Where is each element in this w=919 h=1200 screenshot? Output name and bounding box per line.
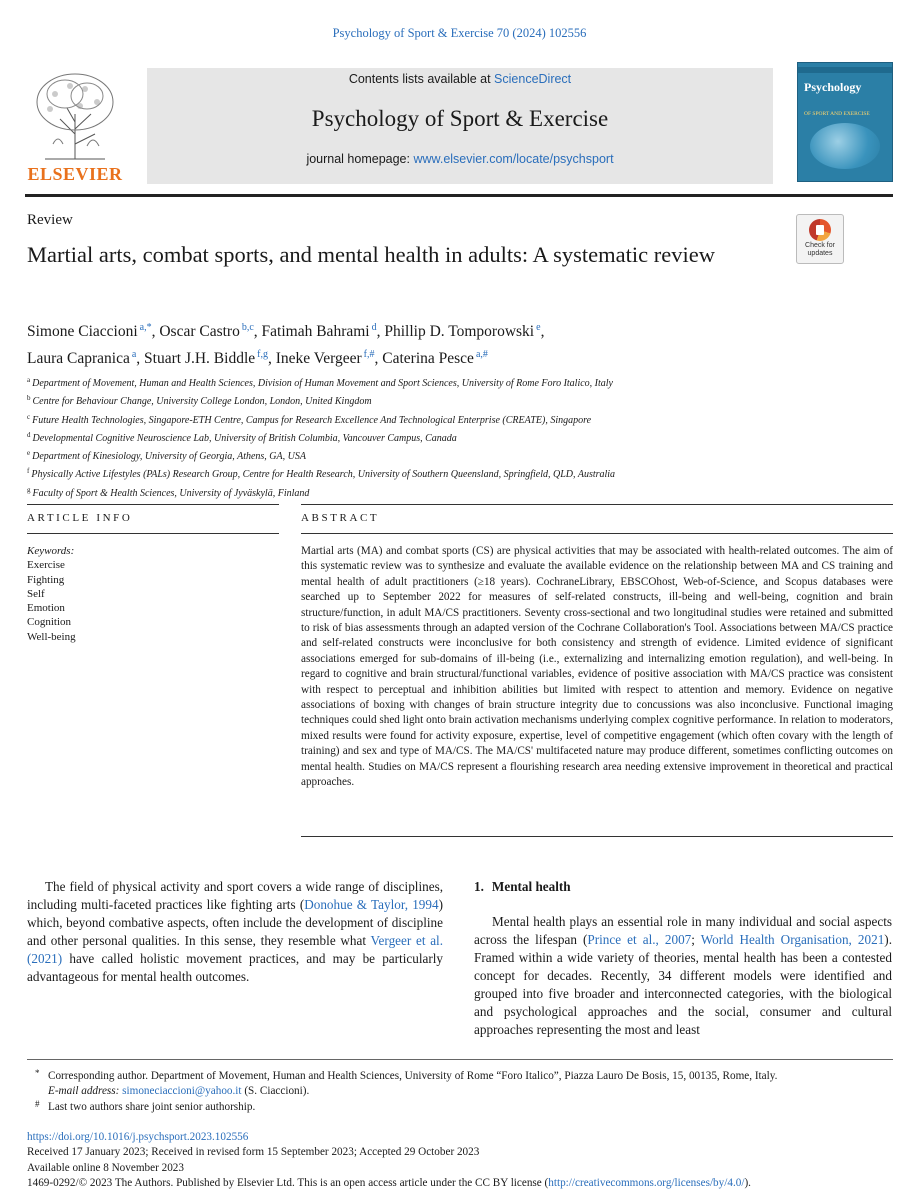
publisher-wordmark[interactable]: ELSEVIER: [27, 164, 123, 184]
author-name: Phillip D. Tomporowski: [384, 323, 535, 340]
intro-text: have called holistic movement practices, and may be particularly advantageous for mental health outcomes.: [27, 951, 443, 984]
keyword: Fighting: [27, 573, 65, 586]
check-updates-icon: [809, 219, 831, 241]
author-separator: ,: [136, 350, 145, 367]
keywords-block: [27, 544, 267, 644]
affiliation-mark: g: [27, 485, 31, 494]
article-title: Martial arts, combat sports, and mental health in adults: A systematic review: [27, 242, 715, 267]
cover-band: [798, 67, 892, 73]
received-dates: Received 17 January 2023; Received in revised form 15 September 2023; Accepted 29 October 2023: [27, 1146, 480, 1159]
article-info-rule: [27, 533, 279, 534]
citation-link[interactable]: Vergeer et al. (2021): [27, 933, 444, 966]
author-affiliation-ref[interactable]: a: [131, 349, 137, 360]
affiliation-mark: e: [27, 449, 31, 458]
affiliation-text: Centre for Behaviour Change, University College London, London, United Kingdom: [32, 396, 372, 408]
citation-link[interactable]: Donohue & Taylor, 1994: [304, 897, 439, 912]
author-separator: ,: [376, 323, 385, 340]
author-email-link[interactable]: simoneciaccioni@yahoo.it: [122, 1085, 242, 1098]
author[interactable]: [276, 350, 375, 367]
intro-text: ) which, beyond combative aspects, often include the development of discipline and other personal qualities. In this sense, they resemble what: [27, 897, 443, 948]
article-info-heading: ARTICLE INFO: [27, 512, 133, 524]
author-name: Stuart J.H. Biddle: [144, 350, 256, 367]
journal-reference[interactable]: Psychology of Sport & Exercise 70 (2024) 102556: [332, 26, 587, 40]
keyword: Exercise: [27, 559, 65, 572]
intro-text: The field of physical activity and sport covers a wide range of disciplines, including multi-faceted practices like fighting arts (: [27, 879, 443, 912]
license-text: 1469-0292/© 2023 The Authors. Published by Elsevier Ltd. This is an open access article under the CC BY license (: [27, 1177, 549, 1190]
footnote-divider: [27, 1059, 893, 1060]
body-text: ). Framed within a wide variety of theories, mental health has been a contested concept for decades. Recently, 34 different models were identified and grouped into five broader and interconnected categories, with the biological and psychological approaches and the social, consumer and cultural approaches representing the most and least: [474, 932, 892, 1037]
affiliation-text: Future Health Technologies, Singapore-ETH Centre, Campus for Research Excellence And Technological Enterprise (CREATE), Singapore: [32, 414, 592, 426]
author-name: Laura Capranica: [27, 350, 130, 367]
author-affiliation-ref[interactable]: d: [371, 322, 377, 333]
author-affiliation-ref[interactable]: a,#: [475, 349, 488, 360]
author-separator: ,: [267, 350, 276, 367]
cover-artwork: [810, 123, 880, 169]
contents-prefix: Contents lists available at: [348, 72, 495, 86]
body-left-column: [27, 878, 443, 986]
author-affiliation-ref[interactable]: b,c: [241, 322, 254, 333]
affiliation-list: [27, 373, 887, 501]
journal-name[interactable]: Psychology of Sport & Exercise: [311, 106, 609, 131]
affiliation-item: [27, 410, 887, 428]
doi-link[interactable]: https://doi.org/10.1016/j.psychsport.2023.102556: [27, 1131, 249, 1143]
sciencedirect-link[interactable]: ScienceDirect: [494, 72, 572, 86]
author-affiliation-ref[interactable]: e: [536, 322, 541, 333]
abstract-top-rule: [301, 504, 893, 505]
cover-subtitle: OF SPORT AND EXERCISE: [804, 111, 870, 117]
author[interactable]: [27, 323, 152, 340]
homepage-prefix: journal homepage:: [306, 152, 414, 166]
footnote-text: Corresponding author. Department of Movement, Human and Health Sciences, University of Rome “Foro Italico”, Piazza Lauro De Bosis, 15, 00135, Rome, Italy.: [48, 1070, 778, 1082]
footnotes: [27, 1069, 893, 1115]
masthead: [25, 62, 893, 188]
author-list: [27, 316, 867, 370]
keywords-label: Keywords:: [27, 545, 75, 557]
footnote-mark: *: [35, 1068, 40, 1078]
author-name: Ineke Vergeer: [275, 350, 362, 367]
section-number: 1.: [474, 879, 484, 894]
affiliation-mark: a: [27, 376, 31, 384]
author-name: Simone Ciaccioni: [27, 323, 138, 340]
affiliation-text: Faculty of Sport & Health Sciences, University of Jyväskylä, Finland: [32, 487, 310, 499]
keyword: Cognition: [27, 616, 72, 629]
affiliation-text: Developmental Cognitive Neuroscience Lab, University of British Columbia, Vancouver Campus, Canada: [32, 432, 457, 444]
section-heading: [474, 878, 892, 896]
email-suffix: (S. Ciaccioni).: [241, 1085, 310, 1098]
author-affiliation-ref[interactable]: f,g: [257, 349, 268, 360]
affiliation-item: [27, 391, 887, 409]
body-right-column: [474, 878, 892, 1039]
footnote-mark: #: [35, 1098, 40, 1109]
check-for-updates-button[interactable]: [796, 214, 844, 264]
affiliation-text: Physically Active Lifestyles (PALs) Research Group, Centre for Health Research, University of Southern Queensland, Springfield, QLD, Australia: [31, 469, 616, 481]
author-name: Fatimah Bahrami: [261, 323, 370, 340]
joint-authorship-note: [27, 1100, 893, 1115]
author-affiliation-ref[interactable]: a,*: [139, 322, 152, 333]
affiliation-mark: b: [27, 394, 31, 403]
affiliation-mark: d: [27, 430, 31, 439]
contents-line: [147, 72, 773, 86]
keyword: Self: [27, 587, 45, 600]
author-separator: ,: [151, 323, 160, 340]
affiliation-item: [27, 446, 887, 464]
intro-paragraph: [27, 878, 443, 986]
affiliation-item: [27, 464, 887, 482]
author-name: Caterina Pesce: [382, 350, 474, 367]
author[interactable]: [382, 350, 488, 367]
email-label: E-mail address:: [48, 1085, 120, 1098]
journal-homepage-link[interactable]: www.elsevier.com/locate/psychsport: [413, 152, 614, 166]
abstract-rule: [301, 533, 893, 534]
author-separator: ,: [374, 350, 383, 367]
masthead-divider: [25, 194, 893, 197]
author[interactable]: [262, 323, 377, 340]
homepage-line: [147, 152, 773, 166]
journal-cover-thumbnail[interactable]: [797, 62, 893, 182]
author[interactable]: [27, 350, 136, 367]
citation-link[interactable]: Prince et al., 2007: [587, 932, 692, 947]
abstract-bottom-rule: [301, 836, 893, 837]
available-date: Available online 8 November 2023: [27, 1161, 184, 1174]
author-name: Oscar Castro: [159, 323, 240, 340]
check-updates-label: Check for updates: [805, 242, 835, 257]
footnote-text: Last two authors share joint senior authorship.: [48, 1100, 256, 1113]
affiliation-text: Department of Kinesiology, University of Georgia, Athens, GA, USA: [32, 451, 306, 463]
keyword: Well-being: [27, 630, 76, 643]
author[interactable]: [144, 350, 268, 367]
cover-title: Psychology: [804, 80, 862, 94]
citation-link[interactable]: World Health Organisation, 2021: [700, 932, 885, 947]
author[interactable]: [159, 323, 253, 340]
author-separator: ,: [540, 323, 545, 340]
abstract-heading: ABSTRACT: [301, 512, 380, 524]
license-link[interactable]: http://creativecommons.org/licenses/by/4.0/: [548, 1177, 745, 1190]
abstract-text: Martial arts (MA) and combat sports (CS) are physical activities that may be associated with health-related outcomes. The aim of this systematic review was to synthesize and evaluate the available evidence on the relationship between MA and CS training and mental health of adult practitioners (≥18 years). CochraneLibrary, EBSCOhost, Web-of-Science, and Scopus databases were searched up to September 2022 for measures of self-related constructs, ill-being and well-being, cognition and brain structure/function, in adult MA/CS practitioners. Seventy cross-sectional and two longitudinal studies were retained and submitted to risk of bias assessments through an adapted version of the Cochrane Collaboration's Tool. Associations between MA/CS practice and self-related constructs were inconclusive for both consistency and strength of evidence. Limited evidence of significant associations emerged for sub-domains of ill-being (i.e., externalizing and internalizing emotion regulation), and well-being. In regard to cognitive and brain structural/functional variables, evidence of positive association with MA/CS practice was consistent with respect to perceptual and inhibition abilities but limited with respect to attention and memory. Evidence on negative associations of boxing with changes of brain structure integrity due to concussions was also inconclusive. Functional imaging techniques could shed light onto brain activation mechanisms underlying complex cognitive performance. In relation to moderators, mixed results were found for activity exposure, expertise, level of competitive engagement (which often covary with the length of training) and sex and type of MA/CS. The MA/CS' multifaceted nature may produce different, sometimes conflicting outcomes on mental health. Studies on MA/CS represent a flourishing research area needing extensive improvement in theoretical and practical approaches.: [301, 545, 893, 789]
license-line: [27, 1176, 893, 1191]
affiliation-mark: f: [27, 467, 30, 476]
body-text: Mental health plays an essential role in many individual and social aspects across the lifespan (: [474, 914, 892, 947]
email-note: [27, 1084, 893, 1099]
affiliation-mark: c: [27, 412, 31, 421]
author-affiliation-ref[interactable]: f,#: [363, 349, 375, 360]
journal-banner: [147, 68, 773, 184]
affiliation-item: [27, 483, 887, 501]
article-info-top-rule: [27, 504, 279, 505]
citation-separator: ;: [691, 932, 701, 947]
affiliation-item: [27, 373, 887, 391]
mental-health-paragraph: [474, 913, 892, 1039]
license-text: ).: [744, 1177, 751, 1190]
article-type: Review: [27, 212, 73, 228]
affiliation-text: Department of Movement, Human and Health Sciences, Division of Human Movement and Sport Sciences, University of Rome Foro Italico, Italy: [32, 378, 613, 389]
keyword: Emotion: [27, 602, 65, 615]
section-title: Mental health: [491, 879, 571, 894]
author[interactable]: [384, 323, 540, 340]
publication-info: [27, 1130, 893, 1192]
corresponding-author-note: [27, 1069, 893, 1084]
author-separator: ,: [253, 323, 262, 340]
affiliation-item: [27, 428, 887, 446]
